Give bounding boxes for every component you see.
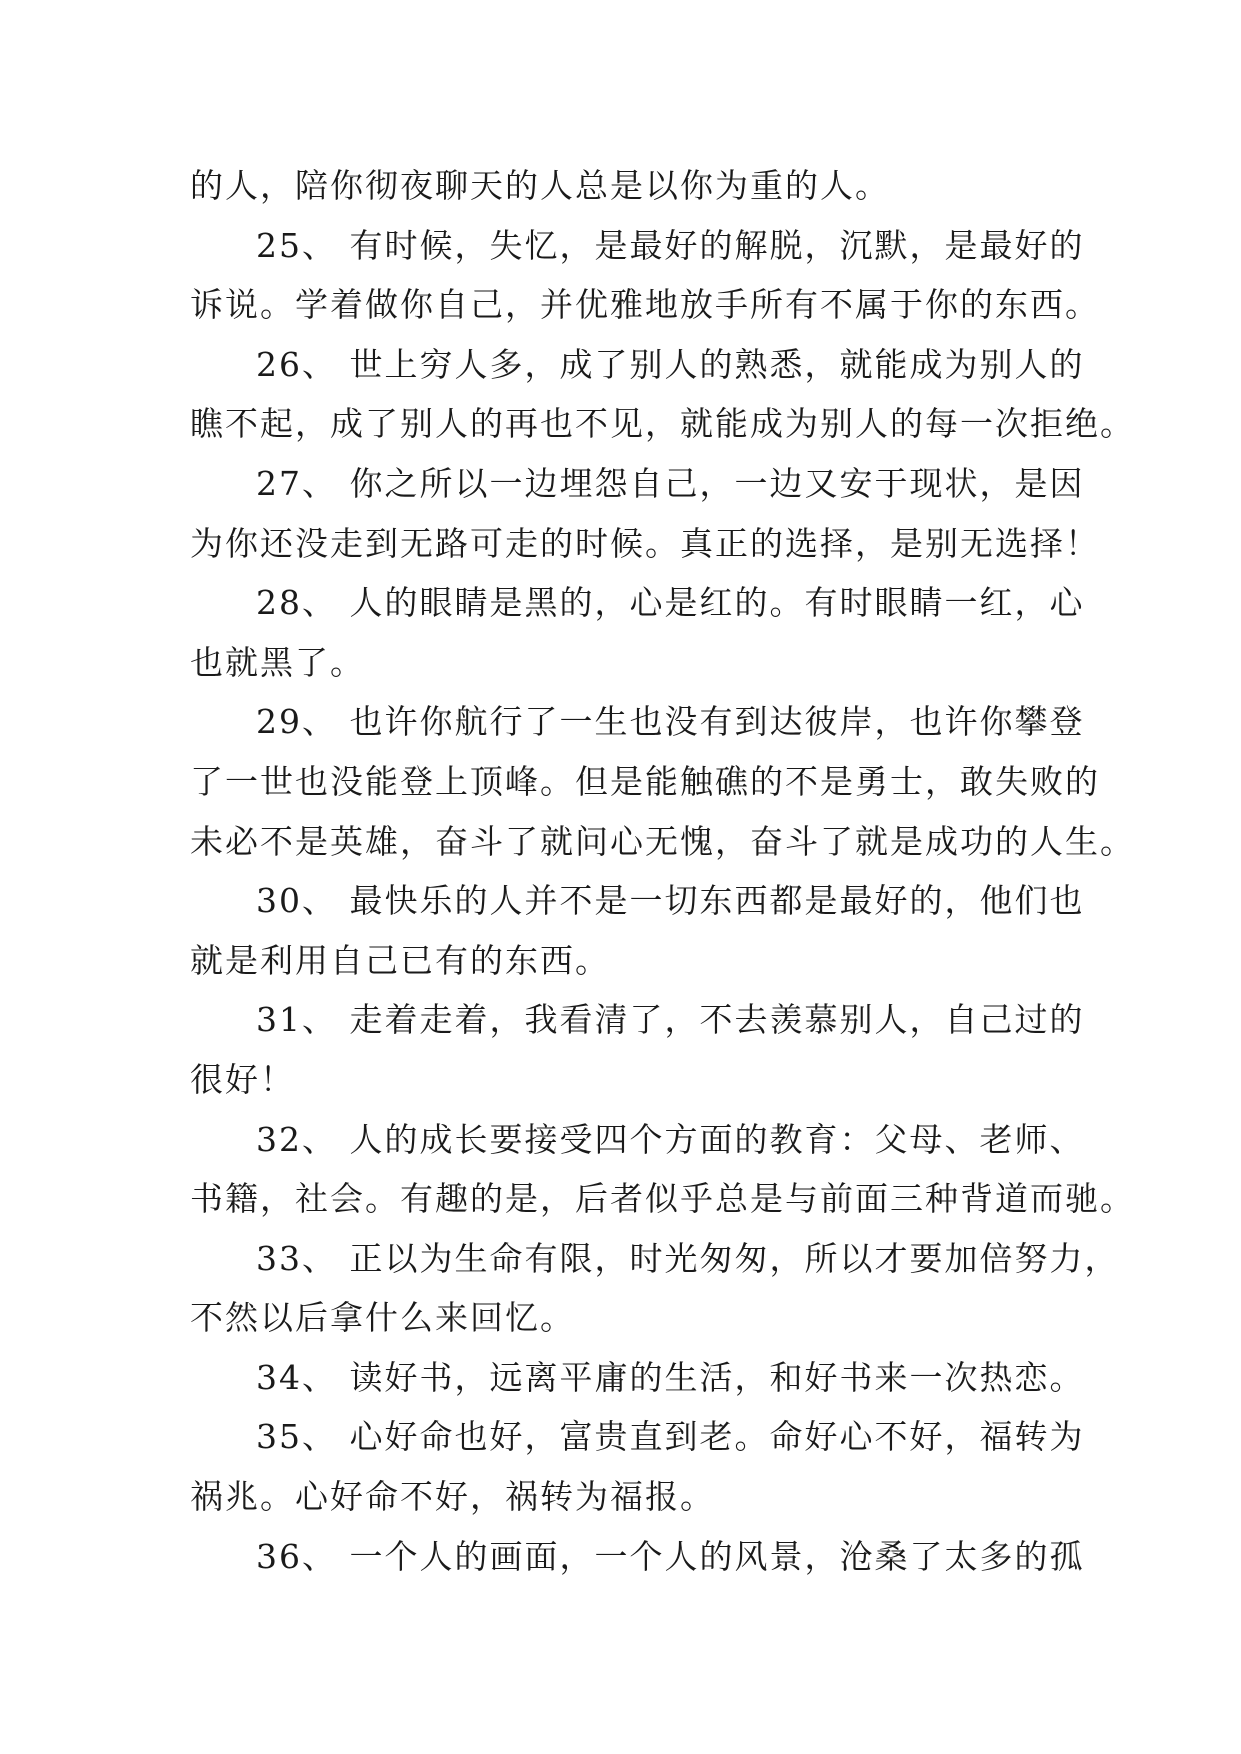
text-line: 36、 一个人的画面，一个人的风景，沧桑了太多的孤 [256, 1536, 1085, 1576]
text-line: 33、 正以为生命有限，时光匆匆，所以才要加倍努力， [256, 1238, 1120, 1278]
text-line: 34、 读好书，远离平庸的生活，和好书来一次热恋。 [256, 1357, 1085, 1397]
text-line: 就是利用自己已有的东西。 [190, 940, 610, 980]
text-line: 29、 也许你航行了一生也没有到达彼岸，也许你攀登 [256, 702, 1085, 742]
text-line: 祸兆。心好命不好，祸转为福报。 [190, 1477, 715, 1517]
text-line: 不然以后拿什么来回忆。 [190, 1298, 575, 1338]
document-body [190, 156, 1135, 1586]
text-line: 书籍，社会。有趣的是，后者似乎总是与前面三种背道而驰。 [190, 1179, 1135, 1219]
text-line: 很好！ [190, 1059, 295, 1099]
text-line: 了一世也没能登上顶峰。但是能触礁的不是勇士，敢失败的 [190, 761, 1100, 801]
text-line: 27、 你之所以一边埋怨自己，一边又安于现状，是因 [256, 463, 1085, 503]
text-line: 28、 人的眼睛是黑的，心是红的。有时眼睛一红，心 [256, 583, 1085, 623]
text-line: 瞧不起，成了别人的再也不见，就能成为别人的每一次拒绝。 [190, 404, 1135, 444]
text-line: 32、 人的成长要接受四个方面的教育：父母、老师、 [256, 1119, 1085, 1159]
text-line: 26、 世上穷人多，成了别人的熟悉，就能成为别人的 [256, 344, 1085, 384]
text-line: 30、 最快乐的人并不是一切东西都是最好的，他们也 [256, 881, 1085, 921]
text-line: 25、 有时候，失忆，是最好的解脱，沉默，是最好的 [256, 225, 1085, 265]
text-line: 31、 走着走着，我看清了，不去羡慕别人，自己过的 [256, 1000, 1085, 1040]
text-line: 为你还没走到无路可走的时候。真正的选择，是别无选择！ [190, 523, 1100, 563]
text-line: 35、 心好命也好，富贵直到老。命好心不好，福转为 [256, 1417, 1085, 1457]
text-line: 的人，陪你彻夜聊天的人总是以你为重的人。 [190, 166, 890, 205]
text-line: 未必不是英雄，奋斗了就问心无愧，奋斗了就是成功的人生。 [190, 821, 1135, 861]
text-line: 也就黑了。 [190, 642, 365, 682]
text-line: 诉说。学着做你自己，并优雅地放手所有不属于你的东西。 [190, 285, 1100, 325]
